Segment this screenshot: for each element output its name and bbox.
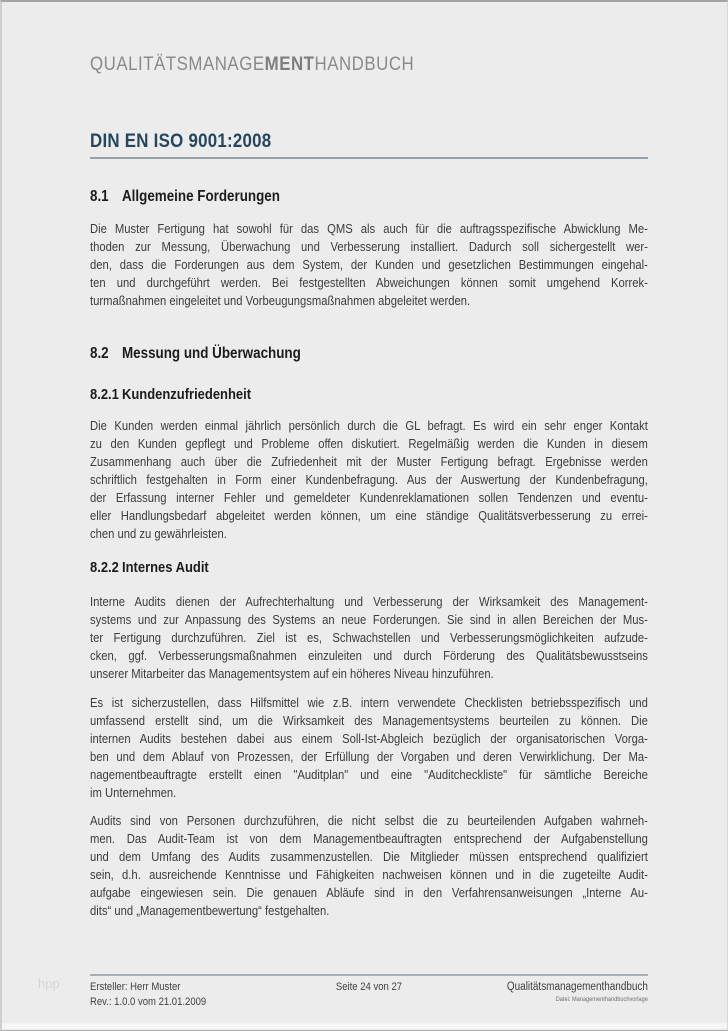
section-number: 8.2 (90, 345, 109, 362)
standard-heading: DIN EN ISO 9001:2008 (90, 130, 648, 159)
content-column (90, 2, 648, 1031)
document-title-segment-bold: MENT (264, 53, 315, 75)
text-line: ben und dem Ablauf von Prozessen, der Erfüllung der Vorgaben und deren Verwirklichung. Der Ma- (90, 749, 648, 764)
page-footer (90, 974, 648, 1009)
text-line: schriftlich festgehalten in Form einer Kundenbefragung. Aus der Auswertung der Kundenbefragung, (90, 472, 648, 487)
paragraph-8-2-2-c (90, 812, 648, 920)
paragraph-8-1 (90, 220, 648, 310)
document-title-segment: HANDBUCH (314, 53, 415, 75)
paragraph-8-2-1 (90, 417, 648, 543)
text-line: Zusammenhang auch über die Zufriedenheit mit der Muster Fertigung befragt. Ergebnisse werden (90, 454, 648, 469)
footer-page-info: Seite 24 von 27 (335, 981, 403, 993)
section-title: Kundenzufriedenheit (122, 386, 252, 403)
footer-doc-name: Qualitätsmanagementhandbuch (506, 981, 648, 993)
text-line: den, dass die Forderungen aus dem System, der Kunden und gesetzlichen Bestimmungen eingehal- (90, 257, 648, 272)
text-line: dits“ und „Managementbewertung“ festgehalten. (90, 903, 330, 918)
text-line: aufgabe eingewiesen sein. Die genauen Abläufe sind in den Verfahrensanweisungen „Interne Au- (90, 885, 648, 900)
footer-right (402, 980, 648, 1004)
footer-creator: Ersteller: Herr Muster (90, 981, 181, 993)
text-line: ten und durchgeführt werden. Bei festgestellten Abweichungen können somit umgehend Korrek- (90, 275, 648, 290)
text-line: unserer Mitarbeiter das Managementsystem auf ein höheres Niveau hinzuführen. (90, 666, 494, 681)
text-line: der Erfassung interner Fehler und gemeldeter Kundenreklamationen sollen Tendenzen und eventu- (90, 490, 648, 505)
text-line: systems und zur Anpassung des Systems an neue Forderungen. Sie sind in allen Bereichen der Mus- (90, 612, 648, 627)
text-line: Die Muster Fertigung hat sowohl für das QMS als auch für die auftragsspezifische Abwicklung Me- (90, 221, 648, 236)
footer-revision: Rev.: 1.0.0 vom 21.01.2009 (90, 995, 207, 1008)
section-number: 8.2.2 (90, 559, 119, 576)
text-line: cken, ggf. Verbesserungsmaßnahmen einzuleiten und durch Förderung des Qualitätsbewusstseins (90, 648, 648, 663)
footer-left (90, 980, 336, 1009)
text-line: im Unternehmen. (90, 785, 177, 800)
text-line: thoden zur Messung, Überwachung und Verbesserung installiert. Dadurch soll sichergestellt wer- (90, 239, 648, 254)
paragraph-8-2-2-a (90, 593, 648, 683)
text-line: chen und zu gewährleisten. (90, 526, 227, 541)
text-line: Die Kunden werden einmal jährlich persönlich durch die GL befragt. Es wird ein sehr enger Kontakt (90, 418, 648, 433)
section-title: Internes Audit (122, 559, 209, 576)
section-heading-8-1 (90, 187, 648, 206)
section-number: 8.1 (90, 188, 109, 205)
text-line: Es ist sicherzustellen, dass Hilfsmittel wie z.B. intern verwendete Checklisten betriebsspezifisch und (90, 695, 648, 710)
text-line: men. Das Audit-Team ist von dem Managementbeauftragten entsprechend der Aufgabenstellung (90, 831, 648, 846)
section-title: Allgemeine Forderungen (122, 188, 280, 205)
text-line: und dem Umfang des Audits zusammenzustellen. Die Mitglieder müssen entsprechend qualifiziert (90, 849, 648, 864)
text-line: sein, d.h. ausreichende Kenntnisse und Fähigkeiten nachweisen können und in die zugeteilte Audit- (90, 867, 648, 882)
text-line: ter Fertigung durchzuführen. Ziel ist es, Schwachstellen und Verbesserungsmöglichkeiten aufzude- (90, 630, 648, 645)
text-line: turmaßnahmen eingeleitet und Vorbeugungsmaßnahmen abgeleitet werden. (90, 293, 471, 308)
section-number: 8.2.1 (90, 386, 119, 403)
section-title: Messung und Überwachung (122, 345, 301, 362)
section-heading-8-2 (90, 344, 648, 363)
text-line: zu den Kunden gepflegt und Probleme offen diskutiert. Regelmäßig werden die Kunden in diesem (90, 436, 648, 451)
text-line: nagementbeauftragte erstellt einen "Auditplan" und eine "Auditcheckliste" für sämtliche Bereiche (90, 767, 648, 782)
paragraph-8-2-2-b (90, 694, 648, 802)
footer-file-info: Datei: Managementhandbuchvorlage (555, 996, 648, 1003)
text-line: eller Handlungsbedarf abgeleitet werden können, um eine ständige Qualitätsverbesserung zu errei- (90, 508, 648, 523)
text-line: Audits sind von Personen durchzuführen, die nicht selbst die zu beurteilenden Aufgaben wahrneh- (90, 813, 648, 828)
text-line: umfassend erstellt sind, um die Wirksamkeit des Managementsystems beurteilen zu können. Die (90, 713, 648, 728)
watermark: hpp (38, 976, 60, 991)
text-line: internen Audits bestehen dabei aus einem Soll-Ist-Abgleich bezüglich der organisatorischen Vorga- (90, 731, 648, 746)
document-title-segment: QUALITÄTSMANAGE (90, 53, 265, 75)
text-line: Interne Audits dienen der Aufrechterhaltung und Verbesserung der Wirksamkeit des Management- (90, 594, 648, 609)
section-heading-8-2-1 (90, 386, 648, 404)
document-title (90, 2, 648, 76)
section-heading-8-2-2 (90, 559, 648, 577)
